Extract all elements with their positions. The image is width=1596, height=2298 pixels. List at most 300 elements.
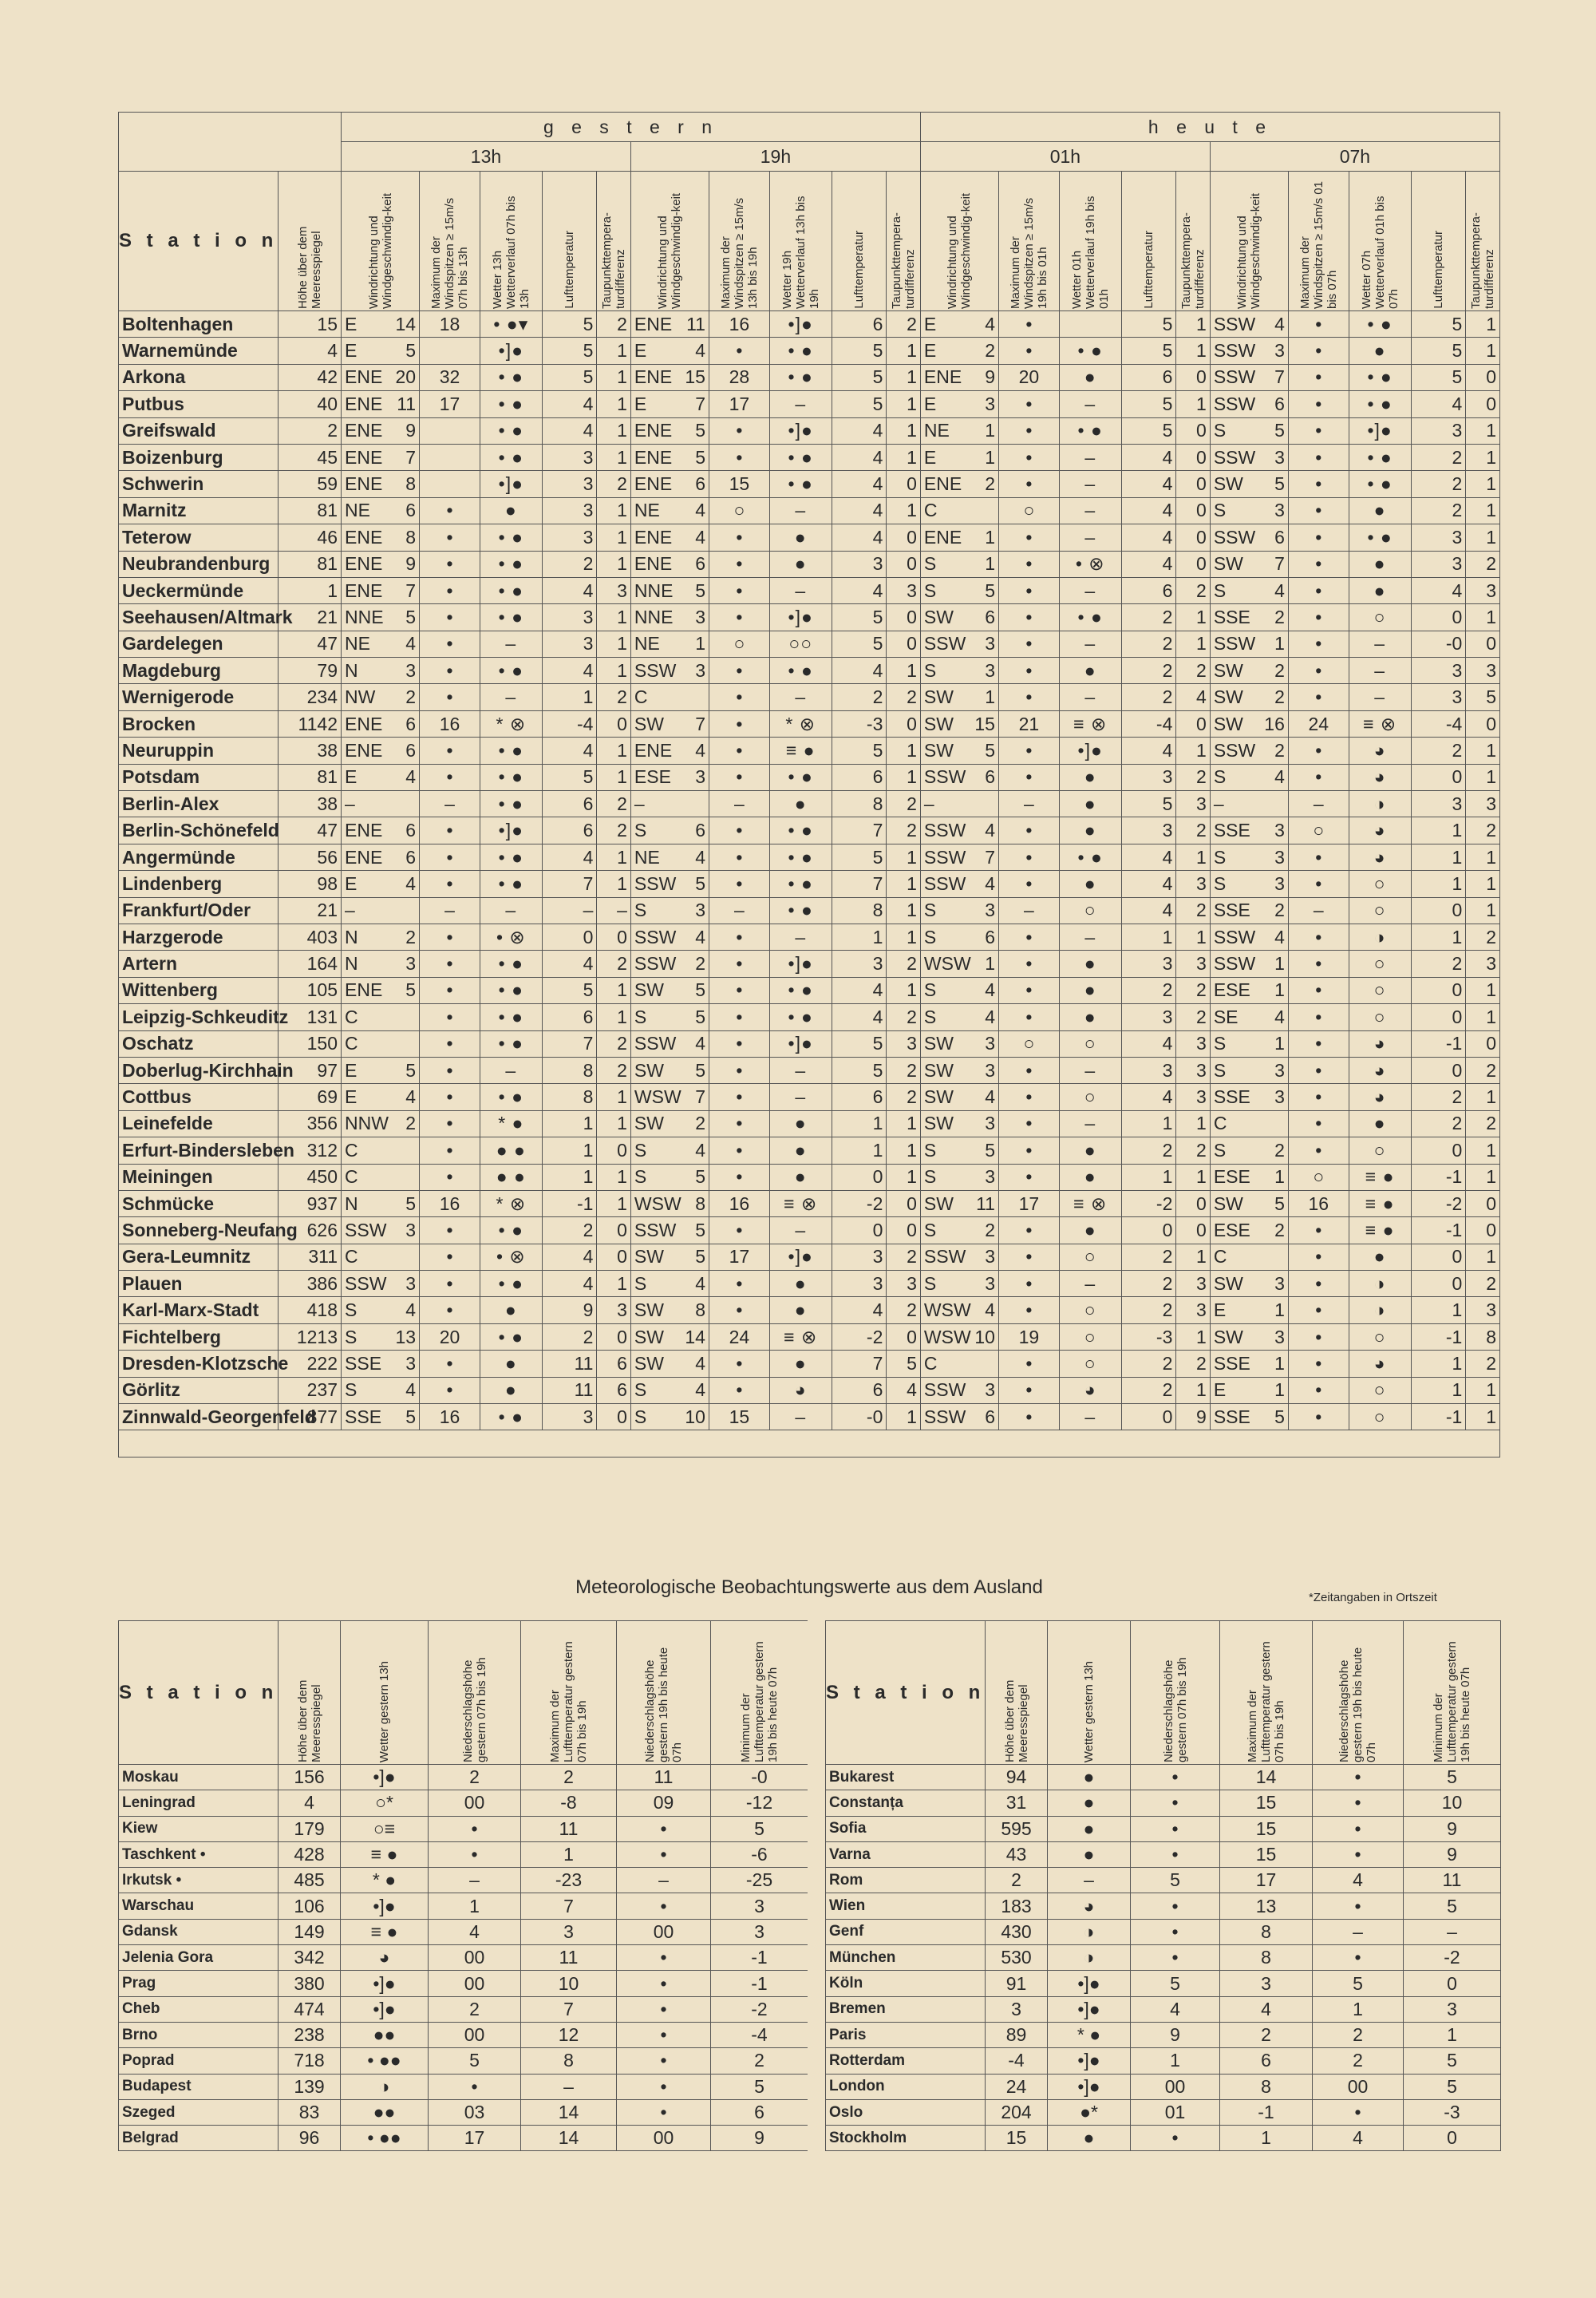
value-cell: 1	[887, 764, 921, 790]
wind-cell	[1210, 1110, 1288, 1137]
value-cell: • ●	[480, 577, 542, 603]
wind-speed: 6	[695, 820, 705, 841]
foreign-station-row	[826, 1945, 1501, 1971]
value-cell: • ●	[769, 817, 832, 844]
value-cell: •	[1288, 551, 1349, 577]
wind-cell	[1210, 977, 1288, 1003]
value-cell: 6	[832, 1084, 887, 1110]
value-cell: ●	[1059, 1164, 1121, 1190]
foreign-station-row	[119, 1893, 808, 1919]
value-cell: 14	[521, 2099, 617, 2125]
wind-cell	[630, 1084, 709, 1110]
wind-direction: SSE	[345, 1406, 382, 1427]
value-cell: 2	[887, 1084, 921, 1110]
foreign-station-row	[826, 1816, 1501, 1841]
wind-cell	[630, 604, 709, 631]
value-cell: 4	[832, 471, 887, 497]
value-cell: 0	[1404, 1971, 1501, 1996]
value-cell: 8	[1220, 2074, 1313, 2099]
wind-speed: 1	[1274, 953, 1285, 975]
station-height: 530	[986, 1945, 1048, 1971]
wind-speed: 3	[985, 1379, 995, 1401]
value-cell: •	[1288, 604, 1349, 631]
wind-direction: NNE	[634, 579, 674, 601]
station-name: Sonneberg-Neufang	[119, 1217, 279, 1244]
wind-speed: 1	[1274, 1379, 1285, 1401]
wind-speed: 3	[405, 1352, 417, 1374]
wind-cell	[342, 1377, 420, 1403]
wind-speed: 3	[985, 900, 995, 921]
wind-direction: S	[1213, 1139, 1227, 1161]
value-cell: •]●	[1048, 2048, 1131, 2074]
col-header: Niederschlagshöhe gestern 19h bis heute 07h	[617, 1621, 711, 1765]
value-cell: •]●	[1048, 1996, 1131, 2022]
value-cell: 7	[521, 1996, 617, 2022]
value-cell: 1	[887, 1164, 921, 1190]
wind-cell	[1210, 817, 1288, 844]
station-name: Cheb	[119, 1996, 279, 2022]
station-name: Gera-Leumnitz	[119, 1244, 279, 1270]
wind-cell	[1210, 417, 1288, 444]
value-cell: •	[420, 951, 480, 977]
value-cell: 2	[542, 1217, 597, 1244]
value-cell: 9	[542, 1297, 597, 1323]
value-cell: 2	[1411, 1110, 1466, 1137]
wind-speed: 1	[985, 553, 995, 575]
value-cell: 00	[429, 2022, 521, 2047]
wind-speed: 4	[695, 739, 705, 761]
value-cell: 19	[998, 1323, 1059, 1350]
wind-direction: E	[923, 340, 937, 362]
wind-speed: 13	[395, 1326, 417, 1347]
station-row	[119, 897, 1500, 924]
station-name: Sofia	[826, 1816, 986, 1841]
value-cell: –	[769, 1084, 832, 1110]
value-cell: ●	[1048, 2126, 1131, 2151]
foreign-station-row	[119, 2126, 808, 2151]
value-cell: 2	[1466, 817, 1500, 844]
value-cell: ●	[480, 1351, 542, 1377]
foreign-table-right	[825, 1620, 1501, 2151]
value-cell: •	[998, 764, 1059, 790]
value-cell: 5	[1121, 311, 1176, 338]
value-cell: -12	[711, 1790, 808, 1816]
wind-speed: 3	[695, 659, 705, 681]
wind-direction: SSW	[634, 953, 677, 975]
station-name: Angermünde	[119, 844, 279, 870]
station-row	[119, 1404, 1500, 1430]
value-cell: 1	[597, 391, 630, 417]
wind-direction: S	[634, 1139, 647, 1161]
wind-cell	[920, 924, 998, 950]
wind-direction: SW	[634, 1059, 664, 1081]
value-cell: •	[1288, 738, 1349, 764]
value-cell: 1	[1176, 924, 1210, 950]
wind-direction: S	[923, 579, 937, 601]
station-name: Oschatz	[119, 1030, 279, 1057]
value-cell: 5	[1131, 1868, 1220, 1893]
value-cell: 3	[1411, 551, 1466, 577]
wind-cell	[1210, 924, 1288, 950]
station-row	[119, 684, 1500, 710]
value-cell: ●	[1349, 1110, 1411, 1137]
station-row	[119, 1190, 1500, 1216]
wind-direction: SW	[1213, 553, 1243, 575]
station-name: Genf	[826, 1919, 986, 1944]
station-row	[119, 710, 1500, 737]
value-cell: 3	[1176, 1030, 1210, 1057]
value-cell: 17	[998, 1190, 1059, 1216]
value-cell: 3	[597, 1297, 630, 1323]
wind-speed: 7	[405, 579, 417, 601]
wind-cell	[630, 1004, 709, 1030]
wind-cell	[630, 471, 709, 497]
value-cell: 2	[1313, 2048, 1404, 2074]
wind-cell	[342, 710, 420, 737]
value-cell: 7	[832, 871, 887, 897]
wind-cell	[342, 444, 420, 470]
station-name: Constanța	[826, 1790, 986, 1816]
value-cell: •	[617, 1816, 711, 1841]
wind-speed: 2	[985, 1219, 995, 1240]
value-cell: •	[998, 391, 1059, 417]
value-cell: • ●	[480, 391, 542, 417]
value-cell: 7	[521, 1893, 617, 1919]
value-cell: 3	[832, 551, 887, 577]
value-cell: 0	[1466, 364, 1500, 390]
wind-direction: SSW	[923, 820, 966, 841]
value-cell: 17	[1220, 1868, 1313, 1893]
value-cell: •	[709, 444, 769, 470]
wind-direction: SSW	[1213, 446, 1256, 468]
value-cell: •	[709, 977, 769, 1003]
value-cell: 00	[429, 1971, 521, 1996]
station-row	[119, 1217, 1500, 1244]
wind-speed: 7	[695, 1086, 705, 1108]
value-cell: •	[998, 551, 1059, 577]
value-cell: 9	[1131, 2022, 1220, 2047]
wind-speed: 5	[1274, 473, 1285, 495]
value-cell: • ●	[480, 524, 542, 551]
value-cell: 5	[832, 738, 887, 764]
wind-direction: C	[923, 1352, 938, 1374]
wind-speed: 4	[695, 340, 705, 362]
foreign-station-row	[826, 1919, 1501, 1944]
wind-speed: 5	[695, 1219, 705, 1240]
station-height: 386	[279, 1271, 342, 1297]
value-cell: 15	[1220, 1790, 1313, 1816]
value-cell: 2	[1411, 1084, 1466, 1110]
value-cell: • ●	[769, 444, 832, 470]
value-cell: 4	[542, 658, 597, 684]
wind-cell	[342, 1164, 420, 1190]
value-cell: •	[420, 977, 480, 1003]
value-cell: ≡ ●	[1349, 1217, 1411, 1244]
value-cell: 5	[542, 764, 597, 790]
value-cell: •	[1288, 364, 1349, 390]
station-height: 234	[279, 684, 342, 710]
wind-cell	[920, 658, 998, 684]
value-cell: 4	[542, 417, 597, 444]
value-cell: 6	[832, 311, 887, 338]
value-cell: •	[1288, 497, 1349, 524]
col-header: Niederschlagshöhe gestern 19h bis heute 07h	[1313, 1621, 1404, 1765]
wind-speed: 10	[685, 1406, 705, 1427]
station-row	[119, 631, 1500, 657]
wind-speed: 5	[695, 979, 705, 1001]
station-name: Frankfurt/Oder	[119, 897, 279, 924]
value-cell: 4	[1411, 577, 1466, 603]
wind-direction: C	[345, 1033, 358, 1054]
value-cell: 4	[542, 1271, 597, 1297]
value-cell: 5	[1411, 338, 1466, 364]
value-cell: •	[420, 551, 480, 577]
value-cell: 6	[832, 1377, 887, 1403]
value-cell: 2	[1121, 684, 1176, 710]
value-cell: 2	[1466, 1057, 1500, 1083]
value-cell: • ●	[1349, 311, 1411, 338]
wind-speed: 6	[1274, 526, 1285, 548]
value-cell: •	[1288, 1351, 1349, 1377]
station-height: 164	[279, 951, 342, 977]
value-cell: 0	[1466, 1190, 1500, 1216]
wind-direction: E	[345, 313, 358, 334]
col-header: Windrichtung und Windgeschwindig-keit	[630, 172, 709, 311]
value-cell: •	[709, 1297, 769, 1323]
value-cell: • ●	[480, 658, 542, 684]
value-cell: * ●	[341, 1868, 429, 1893]
wind-speed: 3	[1274, 1326, 1285, 1347]
value-cell: •	[429, 1816, 521, 1841]
value-cell: 1	[597, 1110, 630, 1137]
wind-speed: 11	[397, 393, 417, 414]
value-cell: ●	[1349, 497, 1411, 524]
value-cell: –	[1059, 1271, 1121, 1297]
value-cell: •]●	[1349, 417, 1411, 444]
value-cell: ●●	[341, 2022, 429, 2047]
wind-direction: S	[923, 659, 937, 681]
foreign-station-row	[826, 2022, 1501, 2047]
value-cell: • ●	[769, 658, 832, 684]
value-cell: ○≡	[341, 1816, 429, 1841]
wind-speed: 5	[695, 872, 705, 894]
value-cell: 16	[709, 311, 769, 338]
value-cell: 4	[832, 444, 887, 470]
station-name: Berlin-Alex	[119, 791, 279, 817]
value-cell: • ●	[1059, 417, 1121, 444]
wind-direction: ENE	[634, 313, 673, 334]
value-cell: 5	[1404, 1765, 1501, 1790]
station-header: S t a t i o n	[119, 172, 279, 311]
station-height: -4	[986, 2048, 1048, 2074]
value-cell: –	[1048, 1868, 1131, 1893]
station-name: Jelenia Gora	[119, 1945, 279, 1971]
wind-cell	[1210, 951, 1288, 977]
wind-direction: NE	[634, 500, 660, 521]
value-cell: •	[1288, 1057, 1349, 1083]
value-cell: ◑	[1349, 1297, 1411, 1323]
value-cell: ○*	[341, 1790, 429, 1816]
wind-cell	[1210, 364, 1288, 390]
value-cell: •	[1288, 524, 1349, 551]
value-cell: 2	[1121, 658, 1176, 684]
value-cell: • ●	[769, 977, 832, 1003]
foreign-rows-left	[119, 1765, 808, 2151]
value-cell: 1	[597, 658, 630, 684]
wind-cell	[630, 764, 709, 790]
station-row	[119, 524, 1500, 551]
station-name: Kiew	[119, 1816, 279, 1841]
wind-speed: 11	[976, 1193, 995, 1214]
value-cell: 0	[1176, 524, 1210, 551]
wind-direction: ENE	[345, 739, 383, 761]
value-cell: •	[617, 2074, 711, 2099]
value-cell: –	[1349, 631, 1411, 657]
value-cell: 1	[887, 1137, 921, 1164]
value-cell: • ●	[1349, 391, 1411, 417]
value-cell: 2	[1176, 897, 1210, 924]
wind-cell	[630, 658, 709, 684]
col-header: Maximum der Windspitzen ≥ 15m/s 13h bis 19h	[709, 172, 769, 311]
value-cell: •	[998, 1217, 1059, 1244]
value-cell: 1	[887, 924, 921, 950]
value-cell: ○	[1059, 1084, 1121, 1110]
station-row	[119, 391, 1500, 417]
value-cell: 3	[887, 577, 921, 603]
wind-direction: SSW	[345, 1272, 387, 1294]
value-cell: 3	[1121, 764, 1176, 790]
value-cell: 5	[832, 338, 887, 364]
value-cell: 2	[887, 791, 921, 817]
value-cell: •	[420, 497, 480, 524]
value-cell: ●	[1048, 1790, 1131, 1816]
value-cell: 5	[1411, 364, 1466, 390]
value-cell	[420, 338, 480, 364]
value-cell: 1	[597, 631, 630, 657]
value-cell: -1	[711, 1971, 808, 1996]
group-gestern: g e s t e r n	[342, 113, 921, 142]
wind-direction: SE	[1213, 1006, 1238, 1027]
wind-cell	[920, 710, 998, 737]
wind-direction: SW	[634, 1246, 664, 1268]
wind-cell	[920, 791, 998, 817]
wind-direction: NE	[923, 420, 950, 441]
station-name: Leinefelde	[119, 1110, 279, 1137]
wind-speed: 6	[405, 846, 417, 868]
value-cell: •	[998, 524, 1059, 551]
station-height: 149	[279, 1919, 341, 1944]
value-cell: •	[420, 1057, 480, 1083]
wind-cell	[1210, 1217, 1288, 1244]
value-cell: •]●	[480, 338, 542, 364]
value-cell: 4	[542, 391, 597, 417]
value-cell: ◕	[1349, 1351, 1411, 1377]
value-cell: 8	[1220, 1945, 1313, 1971]
value-cell: 4	[1411, 391, 1466, 417]
station-name: Oslo	[826, 2099, 986, 2125]
wind-direction: SSW	[923, 1406, 966, 1427]
value-cell: 2	[1411, 951, 1466, 977]
wind-direction: SSE	[1213, 1352, 1250, 1374]
value-cell	[420, 417, 480, 444]
wind-direction: S	[634, 820, 647, 841]
value-cell: ◕	[1349, 764, 1411, 790]
value-cell: •	[1131, 1765, 1220, 1790]
value-cell: •	[998, 1351, 1059, 1377]
wind-cell	[1210, 1164, 1288, 1190]
wind-cell	[1210, 471, 1288, 497]
value-cell: ●	[769, 1164, 832, 1190]
value-cell: 0	[1411, 1057, 1466, 1083]
value-cell: ≡ ●	[341, 1841, 429, 1867]
value-cell: 28	[709, 364, 769, 390]
foreign-station-row	[119, 1919, 808, 1944]
value-cell: •	[1288, 338, 1349, 364]
wind-direction: SW	[923, 1033, 954, 1054]
wind-speed: 5	[405, 1406, 417, 1427]
value-cell: 17	[429, 2126, 521, 2151]
value-cell: • ●	[480, 871, 542, 897]
value-cell: ●	[1059, 977, 1121, 1003]
station-row	[119, 497, 1500, 524]
value-cell: 00	[429, 1790, 521, 1816]
value-cell: •	[1288, 1004, 1349, 1030]
value-cell: ○	[1349, 897, 1411, 924]
value-cell: 1	[597, 524, 630, 551]
wind-speed: 8	[695, 1193, 705, 1214]
value-cell: –	[420, 791, 480, 817]
value-cell: –	[769, 1217, 832, 1244]
foreign-station-row	[119, 2022, 808, 2047]
value-cell: 1	[597, 417, 630, 444]
value-cell: • ●	[480, 417, 542, 444]
value-cell: 1	[1313, 1996, 1404, 2022]
value-cell: 6	[1121, 364, 1176, 390]
value-cell: 1	[1176, 1323, 1210, 1350]
value-cell: •	[1131, 1790, 1220, 1816]
value-cell: 3	[542, 444, 597, 470]
station-height: 15	[986, 2126, 1048, 2151]
value-cell: • ●	[1059, 604, 1121, 631]
wind-speed: 5	[405, 340, 417, 362]
wind-direction: S	[1213, 766, 1227, 788]
value-cell: 1	[1121, 924, 1176, 950]
wind-direction: ENE	[634, 366, 673, 388]
station-name: Görlitz	[119, 1377, 279, 1403]
value-cell: •	[998, 338, 1059, 364]
value-cell: • ●	[480, 1271, 542, 1297]
wind-cell	[342, 364, 420, 390]
wind-direction: ESE	[1213, 1219, 1250, 1240]
value-cell: •	[1288, 1271, 1349, 1297]
value-cell: ○○	[769, 631, 832, 657]
value-cell: • ●	[480, 1030, 542, 1057]
wind-speed: 4	[695, 926, 705, 947]
value-cell: –	[769, 577, 832, 603]
wind-speed: 5	[695, 1059, 705, 1081]
value-cell: •	[709, 1084, 769, 1110]
value-cell: •	[998, 684, 1059, 710]
wind-direction: –	[1213, 793, 1224, 814]
value-cell: 4	[1121, 1084, 1176, 1110]
value-cell: –	[480, 1057, 542, 1083]
station-name: Seehausen/Altmark	[119, 604, 279, 631]
wind-cell	[342, 1217, 420, 1244]
wind-direction: E	[923, 446, 937, 468]
value-cell: •	[709, 658, 769, 684]
station-height: 222	[279, 1351, 342, 1377]
value-cell: • ⊗	[1059, 551, 1121, 577]
